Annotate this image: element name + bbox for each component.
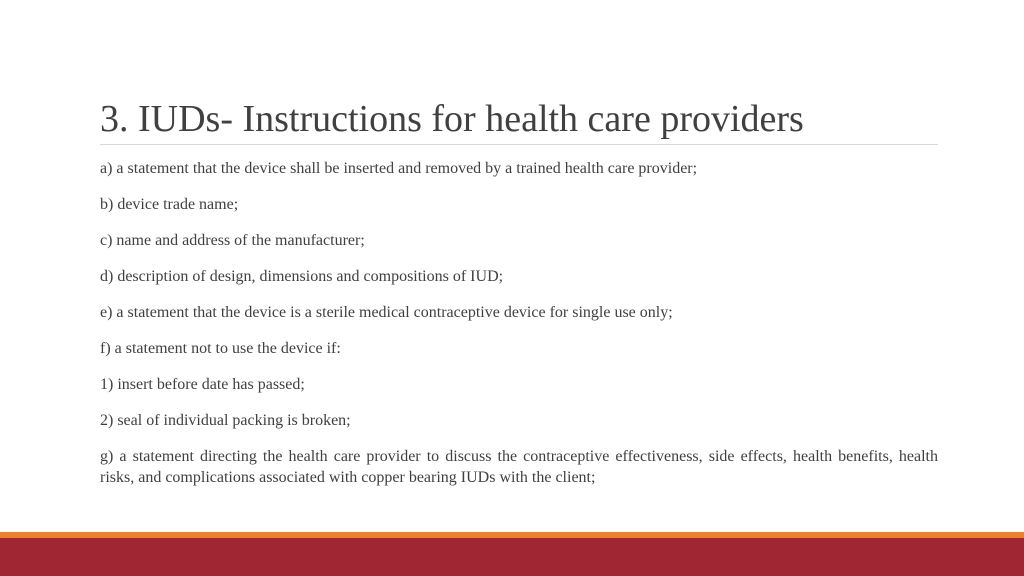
list-item: c) name and address of the manufacturer;: [100, 232, 365, 249]
list-item: d) description of design, dimensions and compositions of IUD;: [100, 268, 504, 285]
slide-title: 3. IUDs- Instructions for health care providers: [100, 98, 804, 140]
footer-band: [0, 538, 1024, 576]
list-item: g) a statement directing the health care provider to discuss the contraceptive effectiveness, side effects, health benefits, health risks, and complications associated with copper bearing IUDs with the client;: [100, 448, 938, 486]
list-item: e) a statement that the device is a sterile medical contraceptive device for single use only;: [100, 304, 673, 321]
list-item: f) a statement not to use the device if:: [100, 340, 341, 357]
instruction-list: [100, 158, 938, 503]
list-item: 2) seal of individual packing is broken;: [100, 412, 351, 429]
list-item: a) a statement that the device shall be inserted and removed by a trained health care provider;: [100, 160, 698, 177]
title-divider: [100, 144, 938, 145]
list-item: b) device trade name;: [100, 196, 239, 213]
list-item: 1) insert before date has passed;: [100, 376, 305, 393]
